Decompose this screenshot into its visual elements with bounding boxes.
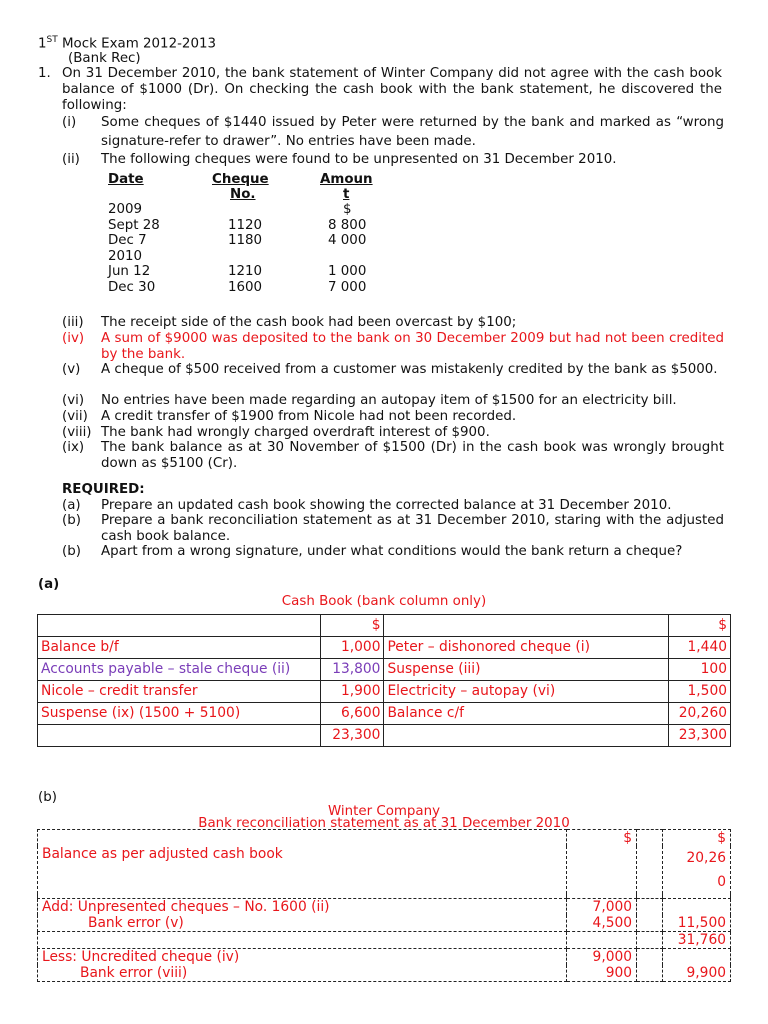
table-row: Less: Uncredited cheque (iv) 9,000 xyxy=(38,949,731,966)
cheque-amount: $ xyxy=(343,202,352,217)
cheque-amount: 4 000 xyxy=(328,233,367,248)
item-vii: (vii) A credit transfer of $1900 from Nicole had not been recorded. xyxy=(62,409,517,424)
question-intro: On 31 December 2010, the bank statement of Winter Company did not agree with the cash book balance of $1000 (Dr). On checking the cash book with the bank statement, he discovered the following: xyxy=(62,66,722,113)
cash-book-table xyxy=(37,614,731,747)
item-iv: (iv) A sum of $9000 was deposited to the bank on 30 December 2009 but had not been credited by the bank. xyxy=(62,331,724,362)
company-name: Winter Company xyxy=(327,804,441,819)
cheque-no: 1120 xyxy=(228,218,263,233)
bank-rec-title: Bank reconciliation statement as at 31 December 2010 xyxy=(198,816,570,831)
exam-subtitle: (Bank Rec) xyxy=(68,51,141,66)
cheque-amount: 8 800 xyxy=(328,218,367,233)
required-b2: (b) Apart from a wrong signature, under what conditions would the bank return a cheque? xyxy=(62,544,683,559)
table-row: $ $ xyxy=(38,830,731,847)
cheque-no: 1600 xyxy=(228,280,263,295)
item-vi: (vi) No entries have been made regarding an autopay item of $1500 for an electricity bill. xyxy=(62,393,677,408)
item-v: (v) A cheque of $500 received from a customer was mistakenly credited by the bank as $5000. xyxy=(62,362,718,377)
table-row: 23,300 23,300 xyxy=(38,725,731,747)
part-a-label: (a) xyxy=(38,577,60,592)
table-row: Balance b/f 1,000 Peter – dishonored cheque (i) 1,440 xyxy=(38,637,731,659)
table-row: Accounts payable – stale cheque (ii) 13,800 Suspense (iii) 100 xyxy=(38,659,731,681)
cheque-amount: 1 000 xyxy=(328,264,367,279)
table-row: Bank error (viii) 900 9,900 xyxy=(38,965,731,982)
cheque-no: 1210 xyxy=(228,264,263,279)
table-row: Add: Unpresented cheques – No. 1600 (ii) 7,000 xyxy=(38,899,731,916)
cheque-date: 2010 xyxy=(108,249,143,264)
cheque-header-date: Date xyxy=(108,172,144,187)
item-ii: (ii) The following cheques were found to be unpresented on 31 December 2010. xyxy=(62,152,617,167)
table-row: Nicole – credit transfer 1,900 Electricity – autopay (vi) 1,500 xyxy=(38,681,731,703)
part-b-label: (b) xyxy=(38,790,57,805)
cheque-header-cheque: Cheque xyxy=(212,172,269,187)
cheque-date: Dec 7 xyxy=(108,233,147,248)
item-ix: (ix) The bank balance as at 30 November of $1500 (Dr) in the cash book was wrongly brought down as $5100 (Cr). xyxy=(62,440,724,471)
cheque-header-amount2: t xyxy=(343,187,350,202)
cheque-header-no: No. xyxy=(230,187,256,202)
table-row: 31,760 xyxy=(38,932,731,949)
table-row: Bank error (v) 4,500 11,500 xyxy=(38,915,731,932)
item-viii: (viii) The bank had wrongly charged overdraft interest of $900. xyxy=(62,425,490,440)
cash-book-title: Cash Book (bank column only) xyxy=(281,594,487,609)
table-row: Suspense (ix) (1500 + 5100) 6,600 Balance c/f 20,260 xyxy=(38,703,731,725)
bank-rec-table xyxy=(37,829,731,982)
cheque-amount: 7 000 xyxy=(328,280,367,295)
cheque-date: 2009 xyxy=(108,202,143,217)
item-i: (i) Some cheques of $1440 issued by Peter were returned by the bank and marked as “wrong signature-refer to drawer”. No entries have been made. xyxy=(62,115,724,149)
required-a: (a) Prepare an updated cash book showing the corrected balance at 31 December 2010. xyxy=(62,498,672,513)
required-b: (b) Prepare a bank reconciliation statement as at 31 December 2010, staring with the adjusted cash book balance. xyxy=(62,513,724,544)
question-number: 1. xyxy=(38,66,51,81)
table-row: $ $ xyxy=(38,615,731,637)
exam-title: 1ST Mock Exam 2012-2013 xyxy=(38,35,217,52)
cheque-date: Dec 30 xyxy=(108,280,156,295)
cheque-date: Sept 28 xyxy=(108,218,160,233)
table-row: Balance as per adjusted cash book 20,260 xyxy=(38,846,731,894)
cheque-no: 1180 xyxy=(228,233,263,248)
item-iii: (iii) The receipt side of the cash book had been overcast by $100; xyxy=(62,315,517,330)
cheque-header-amount: Amoun xyxy=(320,172,373,187)
cheque-date: Jun 12 xyxy=(108,264,151,279)
required-label: REQUIRED: xyxy=(62,482,145,497)
